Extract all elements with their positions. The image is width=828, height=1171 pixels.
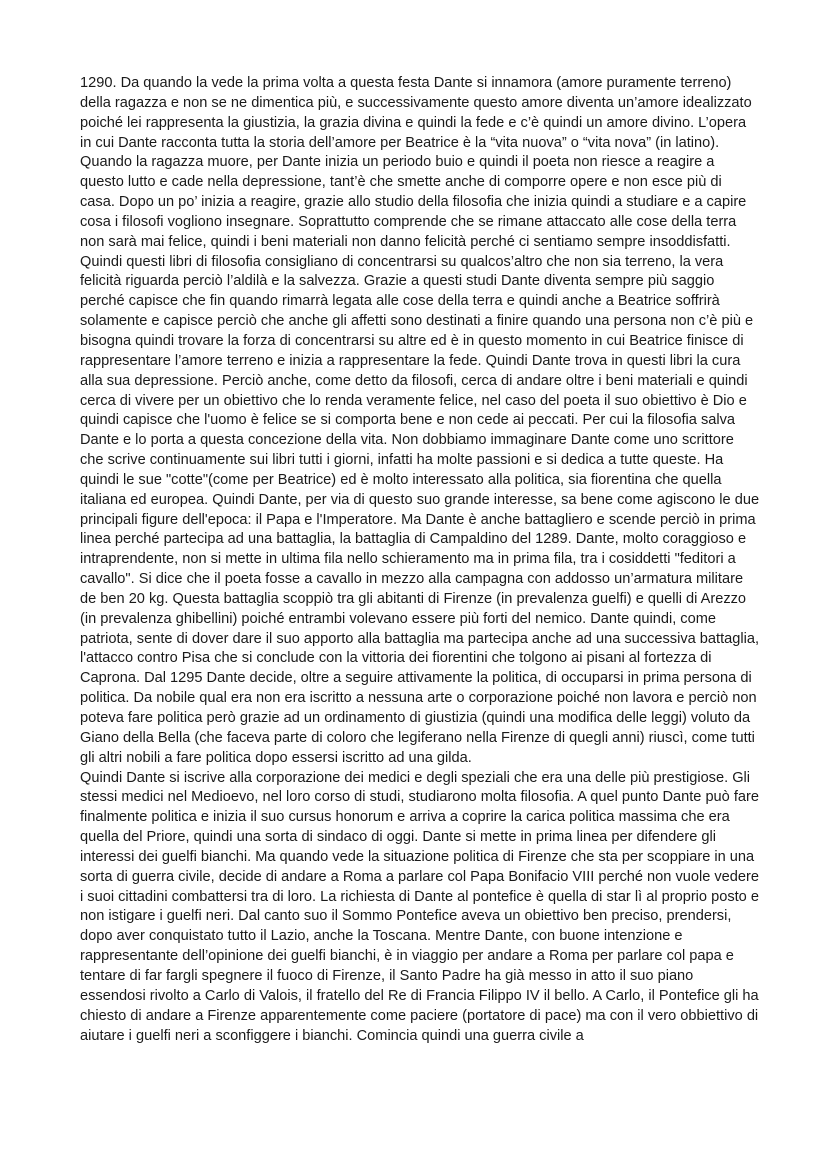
document-page — [80, 74, 760, 1046]
body-paragraph-2: Quindi Dante si iscrive alla corporazione dei medici e degli speziali che era una delle più prestigiose. Gli stessi medici nel Medioevo, nel loro corso di studi, studiarono molta filosofia. A quel punto Dante può fare finalmente politica e inizia il suo cursus honorum e arriva a coprire la carica politica massima che era quella del Priore, quindi una sorta di sindaco di oggi. Dante si mette in prima linea per difendere gli interessi dei guelfi bianchi. Ma quando vede la situazione politica di Firenze che sta per scoppiare in una sorta di guerra civile, decide di andare a Roma a parlare col Papa Bonifacio VIII perché non vuole vedere i suoi cittadini combattersi tra di loro. La richiesta di Dante al pontefice è quella di star lì al proprio posto e non istigare i guelfi neri. Dal canto suo il Sommo Pontefice aveva un obiettivo ben preciso, prendersi, dopo aver conquistato tutto il Lazio, anche la Toscana. Mentre Dante, con buone intenzione e rappresentante dell’opinione dei guelfi bianchi, è in viaggio per andare a Roma per parlare col papa e tentare di far fargli spegnere il fuoco di Firenze, il Santo Padre ha già messo in atto il suo piano essendosi rivolto a Carlo di Valois, il fratello del Re di Francia Filippo IV il bello. A Carlo, il Pontefice gli ha chiesto di andare a Firenze apparentemente come paciere (portatore di pace) ma con il vero obbiettivo di aiutare i guelfi neri a sconfiggere i bianchi. Comincia quindi una guerra civile a — [80, 769, 760, 1044]
body-paragraph-1: 1290. Da quando la vede la prima volta a questa festa Dante si innamora (amore puramente terreno) della ragazza e non se ne dimentica più, e successivamente questo amore diventa un’amore idealizzato poiché lei rappresenta la giustizia, la grazia divina e quindi la fede e c’è quindi un amore divino. L’opera in cui Dante racconta tutta la storia dell’amore per Beatrice è la “vita nuova” o “vita nova” (in latino). Quando la ragazza muore, per Dante inizia un periodo buio e quindi il poeta non riesce a reagire a questo lutto e cade nella depressione, tant’è che smette anche di comporre opere e non esce più di casa. Dopo un po’ inizia a reagire, grazie allo studio della filosofia che inizia quindi a studiare e a capire cosa i filosofi vogliono insegnare. Soprattutto comprende che se rimane attaccato alle cose della terra non sarà mai felice, quindi i beni materiali non danno felicità perché ci sentiamo sempre insoddisfatti. Quindi questi libri di filosofia consigliano di concentrarsi su qualcos’altro che non sia terreno, la vera felicità riguarda perciò l’aldilà e la salvezza. Grazie a questi studi Dante diventa sempre più saggio perché capisce che fin quando rimarrà legata alle cose della terra e quindi anche a Beatrice soffrirà solamente e capisce perciò che anche gli affetti sono destinati a finire quando una persona non c’è più e bisogna quindi trovare la forza di concentrarsi su altre ed è in questo momento in cui Beatrice finisce di rappresentare l’amore terreno e inizia a rappresentare la fede. Quindi Dante trova in questi libri la cura alla sua depressione. Perciò anche, come detto da filosofi, cerca di andare oltre i beni materiali e quindi cerca di vivere per un obiettivo che lo renda veramente felice, nel caso del poeta il suo obiettivo è Dio e quindi capisce che l'uomo è felice se si comporta bene e non cede ai peccati. Per cui la filosofia salva Dante e lo porta a questa concezione della vita. Non dobbiamo immaginare Dante come uno scrittore che scrive continuamente sui libri tutti i giorni, infatti ha molte passioni e si dedica a tutte queste. Ha quindi le sue "cotte"(come per Beatrice) ed è molto interessato alla politica, sia fiorentina che quella italiana ed europea. Quindi Dante, per via di questo suo grande interesse, sa bene come agiscono le due principali figure dell'epoca: il Papa e l'Imperatore. Ma Dante è anche battagliero e scende perciò in prima linea perché partecipa ad una battaglia, la battaglia di Campaldino del 1289. Dante, molto coraggioso e intraprendente, non si mette in ultima fila nello schieramento ma in prima fila, tra i cosiddetti "feditori a cavallo". Si dice che il poeta fosse a cavallo in mezzo alla campagna con addosso un’armatura militare de ben 20 kg. Questa battaglia scoppiò tra gli abitanti di Firenze (in prevalenza guelfi) e quelli di Arezzo (in prevalenza ghibellini) poiché entrambi volevano essere più forti del nemico. Dante quindi, come patriota, sente di dover dare il suo apporto alla battaglia ma partecipa anche ad una successiva battaglia, l'attacco contro Pisa che si conclude con la vittoria dei fiorentini che tolgono ai pisani al fortezza di Caprona. Dal 1295 Dante decide, oltre a seguire attivamente la politica, di occuparsi in prima persona di politica. Da nobile qual era non era iscritto a nessuna arte o corporazione poiché non lavora e perciò non poteva fare politica però grazie ad un ordinamento di giustizia (quindi una modifica delle leggi) voluto da Giano della Bella (che faceva parte di coloro che legiferano nella Firenze di quegli anni) riuscì, come tutti gli altri nobili a fare politica dopo essersi iscritto ad una gilda. — [80, 75, 760, 766]
